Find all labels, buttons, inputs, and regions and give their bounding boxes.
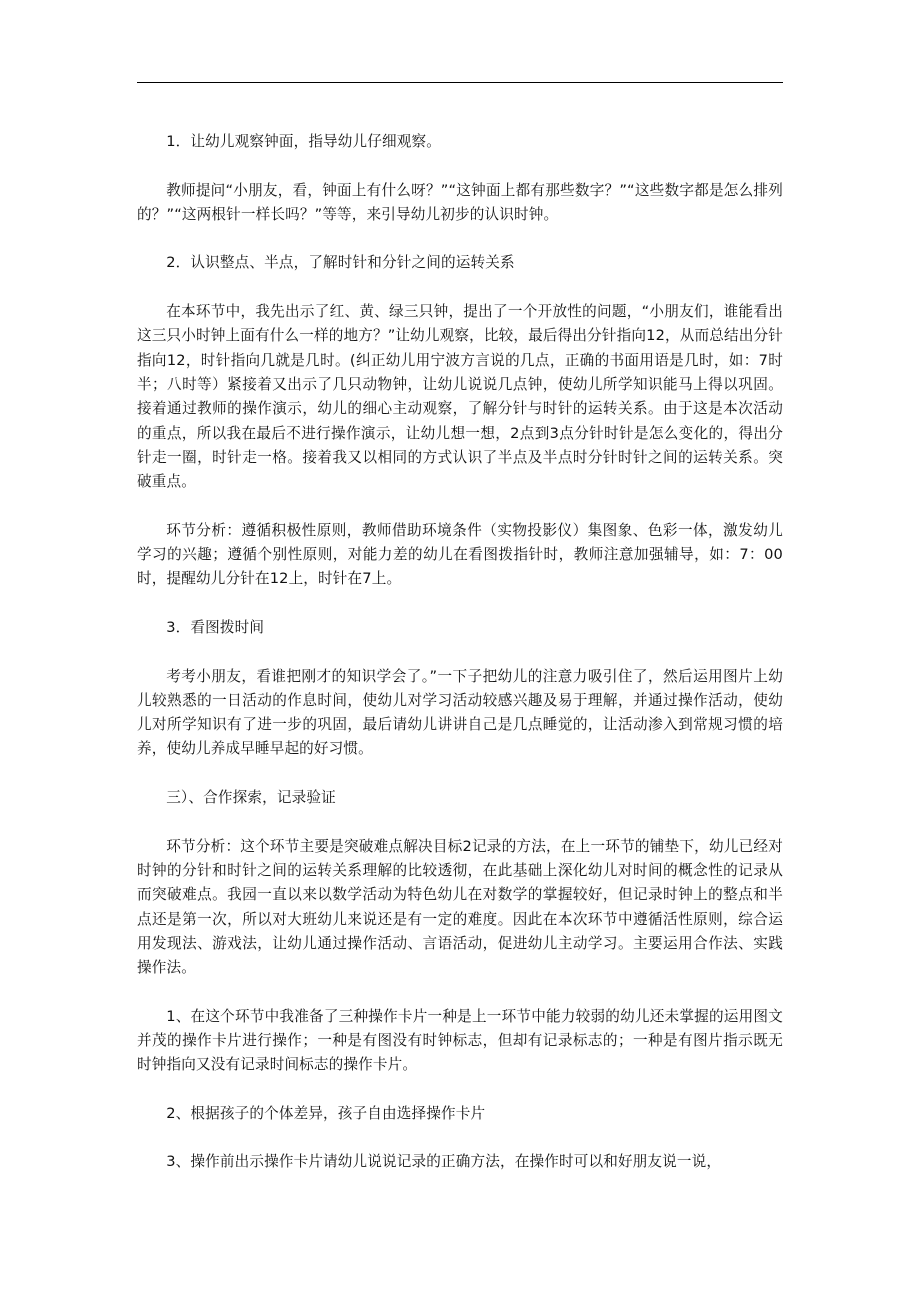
- document-body: [137, 130, 783, 1199]
- paragraph: 3、操作前出示操作卡片请幼儿说说记录的正确方法，在操作时可以和好朋友说一说，: [166, 1153, 722, 1171]
- paragraph: 在本环节中，我先出示了红、黄、绿三只钟，提出了一个开放性的问题，“小朋友们，谁能看出这三只小时钟上面有什么一样的地方？”让幼儿观察，比较，最后得出分针指向12，从而总结出分针指向12，时针指向几就是几时。(纠正幼儿用宁波方言说的几点，正确的书面用语是几时，如：7时半；八时等）紧接着又出示了几只动物钟，让幼儿说说几点钟，使幼儿所学知识能马上得以巩固。接着通过教师的操作演示，幼儿的细心主动观察，了解分针与时针的运转关系。由于这是本次活动的重点，所以我在最后不进行操作演示，让幼儿想一想，2点到3点分针时针是怎么变化的，得出分针走一圈，时针走一格。接着我又以相同的方式认识了半点及半点时分针时针之间的运转关系。突破重点。: [137, 303, 783, 491]
- paragraph: 环节分析：遵循积极性原则，教师借助环境条件（实物投影仪）集图象、色彩一体，激发幼儿学习的兴趣；遵循个别性原则，对能力差的幼儿在看图拨指针时，教师注意加强辅导，如：7：00时，提醒幼儿分针在12上，时针在7上。: [137, 521, 783, 588]
- paragraph: 三）、合作探索，记录验证: [166, 789, 336, 807]
- paragraph: 教师提问“小朋友，看，钟面上有什么呀？”“这钟面上都有那些数字？”“这些数字都是怎么排列的？”“这两根针一样长吗？”等等，来引导幼儿初步的认识时钟。: [137, 181, 783, 223]
- paragraph: 1．让幼儿观察钟面，指导幼儿仔细观察。: [166, 133, 442, 150]
- paragraph: 2、根据孩子的个体差异，孩子自由选择操作卡片: [166, 1104, 486, 1122]
- header-rule: [137, 82, 783, 83]
- paragraph: 2．认识整点、半点，了解时针和分针之间的运转关系: [166, 254, 515, 272]
- paragraph: 3．看图拨时间: [166, 618, 265, 636]
- paragraph: 环节分析：这个环节主要是突破难点解决目标2记录的方法，在上一环节的铺垫下，幼儿已经对时钟的分针和时针之间的运转关系理解的比较透彻，在此基础上深化幼儿对时间的概念性的记录从而突破难点。我园一直以来以数学活动为特色幼儿在对数学的掌握较好，但记录时钟上的整点和半点还是第一次，所以对大班幼儿来说还是有一定的难度。因此在本次环节中遵循活性原则，综合运用发现法、游戏法，让幼儿通过操作活动、言语活动，促进幼儿主动学习。主要运用合作法、实践操作法。: [137, 837, 783, 977]
- paragraph: 考考小朋友，看谁把刚才的知识学会了。”一下子把幼儿的注意力吸引住了，然后运用图片上幼儿较熟悉的一日活动的作息时间，使幼儿对学习活动较感兴趣及易于理解，并通过操作活动，使幼儿对所学知识有了进一步的巩固，最后请幼儿讲讲自己是几点睡觉的，让活动渗入到常规习惯的培养，使幼儿养成早睡早起的好习惯。: [137, 667, 783, 758]
- paragraph: 1、在这个环节中我准备了三种操作卡片一种是上一环节中能力较弱的幼儿还未掌握的运用图文并茂的操作卡片进行操作；一种是有图没有时钟标志，但却有记录标志的；一种是有图片指示既无时钟指向又没有记录时间标志的操作卡片。: [137, 1007, 783, 1074]
